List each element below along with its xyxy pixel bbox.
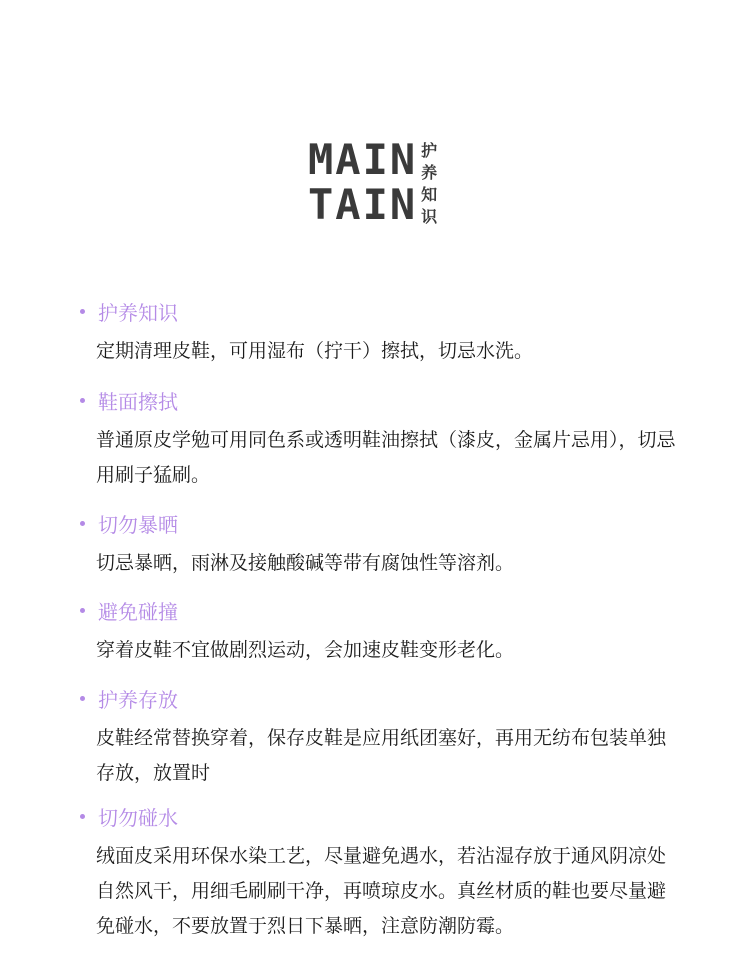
section-title (78, 801, 678, 831)
section-no-sun (78, 508, 678, 581)
section-body: 穿着皮鞋不宜做剧烈运动，会加速皮鞋变形老化。 (96, 639, 515, 661)
section-title (78, 683, 678, 713)
section-body: 定期清理皮鞋，可用湿布（拧干）擦拭，切忌水洗。 (96, 340, 534, 362)
logo-line-2: TAIN (308, 180, 418, 229)
section-title-text: 切勿碰水 (98, 805, 178, 830)
maintain-logo (308, 135, 438, 229)
section-title (78, 595, 678, 625)
section-body: 普通原皮学勉可用同色系或透明鞋油擦拭（漆皮，金属片忌用），切忌用刷子猛刷。 (96, 429, 676, 486)
bullet-dot-icon (80, 309, 85, 314)
logo-chinese-caption (421, 140, 437, 228)
section-avoid-impact (78, 595, 678, 668)
section-title (78, 508, 678, 538)
section-title-text: 避免碰撞 (98, 599, 178, 624)
section-care-knowledge (78, 296, 678, 369)
section-title-text: 切勿暴晒 (98, 512, 178, 537)
logo-char-3: 知 (421, 185, 438, 204)
logo-char-4: 识 (421, 207, 438, 226)
logo-char-1: 护 (421, 141, 438, 160)
logo-wordmark (308, 135, 418, 229)
logo-char-2: 养 (421, 163, 438, 182)
bullet-dot-icon (80, 398, 85, 403)
section-storage (78, 683, 678, 791)
section-title (78, 296, 678, 326)
section-title-text: 护养知识 (98, 300, 178, 325)
logo-line-1: MAIN (308, 135, 418, 184)
section-body: 切忌暴晒，雨淋及接触酸碱等带有腐蚀性等溶剂。 (96, 552, 515, 574)
section-body: 绒面皮采用环保水染工艺，尽量避免遇水，若沾湿存放于通风阴凉处自然风干，用细毛刷刷干净，再喷琼皮水。真丝材质的鞋也要尽量避免碰水，不要放置于烈日下暴晒，注意防潮防霉。 (96, 845, 667, 937)
bullet-dot-icon (80, 608, 85, 613)
section-title-text: 鞋面擦拭 (98, 389, 178, 414)
section-upper-wipe (78, 385, 678, 493)
section-no-water (78, 801, 678, 944)
bullet-dot-icon (80, 696, 85, 701)
bullet-dot-icon (80, 814, 85, 819)
section-title-text: 护养存放 (98, 687, 178, 712)
section-title (78, 385, 678, 415)
section-body: 皮鞋经常替换穿着，保存皮鞋是应用纸团塞好，再用无纺布包装单独存放，放置时 (96, 727, 667, 784)
bullet-dot-icon (80, 521, 85, 526)
